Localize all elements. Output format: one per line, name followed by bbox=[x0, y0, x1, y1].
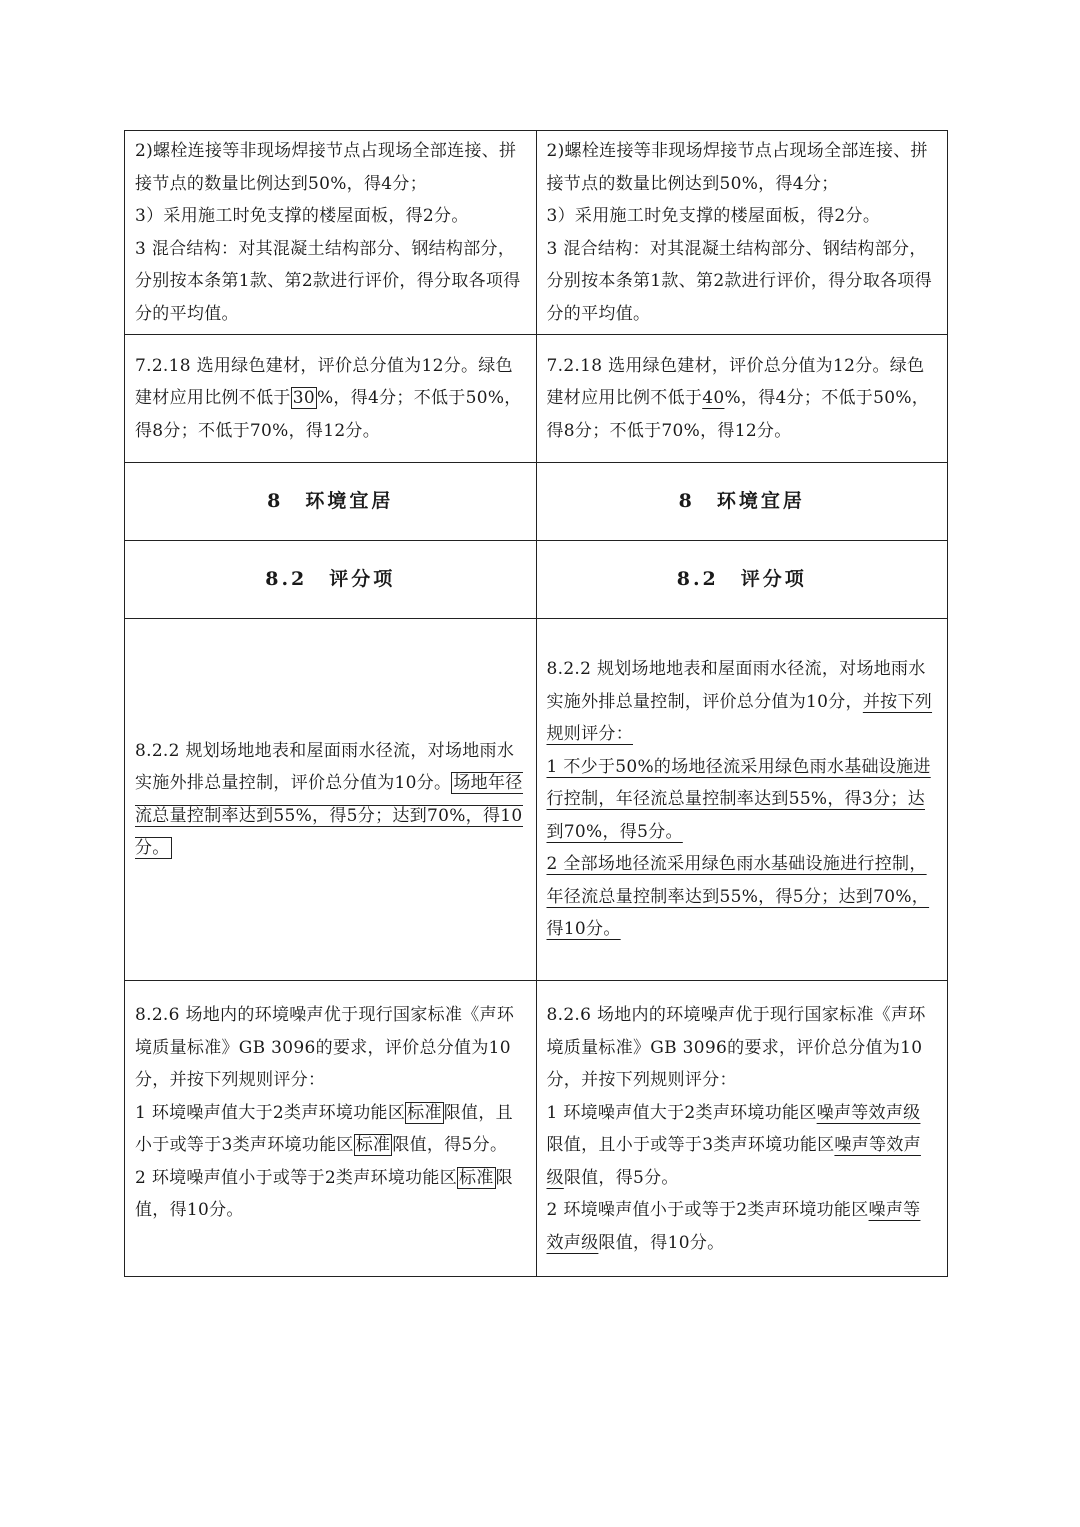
right-cell bbox=[536, 131, 948, 335]
clause-text bbox=[135, 735, 526, 865]
underlined-text: 40 bbox=[702, 388, 725, 409]
text-segment: 限值，得10分。 bbox=[598, 1232, 725, 1253]
underlined-text: 1 不少于50%的场地径流采用绿色雨水基础设施进行控制，年径流总量控制率达到55%，得3分；达到70%，得5分。 bbox=[546, 756, 931, 842]
boxed-text: 标准 bbox=[355, 1135, 391, 1155]
boxed-text: 30 bbox=[292, 388, 315, 409]
text-segment: 2 环境噪声值小于或等于2类声环境功能区 bbox=[135, 1167, 458, 1188]
clause-text bbox=[547, 350, 938, 448]
underlined-text: 并按下列规则评分： bbox=[546, 691, 933, 745]
text-segment: 2 环境噪声值小于或等于2类声环境功能区 bbox=[546, 1200, 869, 1220]
table-row bbox=[125, 463, 948, 541]
clause-text bbox=[547, 1194, 938, 1259]
clause-text: 8.2.6 场地内的环境噪声优于现行国家标准《声环境质量标准》GB 3096的要求，评价总分值为10分，并按下列规则评分： bbox=[546, 1005, 926, 1090]
clause-text: 3 混合结构：对其混凝土结构部分、钢结构部分，分别按本条第1款、第2款进行评价，得分取各项得分的平均值。 bbox=[546, 238, 933, 324]
text-segment: %，得4分；不低于50%，得8分；不低于70%，得12分。 bbox=[546, 388, 930, 441]
text-segment: 限值，得10分。 bbox=[135, 1167, 513, 1220]
table-row bbox=[125, 541, 948, 619]
underlined-text: 2 全部场地径流采用绿色雨水基础设施进行控制，年径流总量控制率达到55%，得5分；达到70%，得10分。 bbox=[546, 854, 930, 940]
boxed-text: 标准 bbox=[407, 1102, 442, 1123]
text-segment: 8.2.2 规划场地地表和屋面雨水径流，对场地雨水实施外排总量控制，评价总分值为10分， bbox=[546, 659, 926, 712]
table-row bbox=[125, 619, 948, 981]
clause-text bbox=[135, 1097, 526, 1162]
right-cell bbox=[536, 619, 948, 981]
clause-text bbox=[547, 653, 938, 751]
underlined-text: 噪声等效声级 bbox=[546, 1200, 921, 1253]
comparison-table bbox=[124, 130, 948, 1277]
clause-text: 2)螺栓连接等非现场焊接节点占现场全部连接、拼接节点的数量比例达到50%，得4分； bbox=[135, 141, 517, 194]
text-segment: 1 环境噪声值大于2类声环境功能区 bbox=[135, 1102, 406, 1123]
text-segment: 8.2.2 规划场地地表和屋面雨水径流，对场地雨水实施外排总量控制，评价总分值为10分。 bbox=[135, 740, 515, 793]
left-cell bbox=[125, 335, 537, 463]
clause-text bbox=[135, 1162, 526, 1227]
text-segment: 限值，且小于或等于3类声环境功能区 bbox=[546, 1135, 835, 1155]
section-heading: 8 环境宜居 bbox=[536, 463, 948, 541]
clause-text: 3 混合结构：对其混凝土结构部分、钢结构部分，分别按本条第1款、第2款进行评价，得分取各项得分的平均值。 bbox=[135, 238, 521, 324]
clause-text: 2)螺栓连接等非现场焊接节点占现场全部连接、拼接节点的数量比例达到50%，得4分； bbox=[546, 141, 928, 194]
table-row bbox=[125, 335, 948, 463]
underlined-text: 噪声等效声级 bbox=[546, 1135, 921, 1188]
left-cell bbox=[125, 981, 537, 1277]
text-segment: 限值，得5分。 bbox=[392, 1135, 508, 1155]
clause-text bbox=[547, 1097, 938, 1195]
text-segment: 1 环境噪声值大于2类声环境功能区 bbox=[546, 1102, 817, 1123]
left-cell bbox=[125, 131, 537, 335]
boxed-text: 场地年径流总量控制率达到55%，得5分；达到70%，得10分。 bbox=[135, 773, 523, 858]
clause-text: 8.2.6 场地内的环境噪声优于现行国家标准《声环境质量标准》GB 3096的要求，评价总分值为10分，并按下列规则评分： bbox=[135, 1005, 515, 1090]
left-cell bbox=[125, 619, 537, 981]
boxed-text: 标准 bbox=[459, 1167, 494, 1188]
text-segment: 7.2.18 选用绿色建材，评价总分值为12分。绿色建材应用比例不低于 bbox=[546, 355, 925, 409]
underlined-text: 噪声等效声级 bbox=[816, 1102, 921, 1123]
subsection-heading: 8.2 评分项 bbox=[536, 541, 948, 619]
clause-text: 3）采用施工时免支撑的楼屋面板，得2分。 bbox=[546, 206, 881, 226]
text-segment: 7.2.18 选用绿色建材，评价总分值为12分。绿色建材应用比例不低于 bbox=[135, 355, 513, 409]
text-segment: 限值，且小于或等于3类声环境功能区 bbox=[135, 1102, 513, 1155]
right-cell bbox=[536, 335, 948, 463]
table-row bbox=[125, 131, 948, 335]
subsection-heading: 8.2 评分项 bbox=[125, 541, 537, 619]
clause-text: 3）采用施工时免支撑的楼屋面板，得2分。 bbox=[135, 206, 469, 226]
clause-text bbox=[135, 350, 526, 448]
table-row bbox=[125, 981, 948, 1277]
text-segment: %，得4分；不低于50%，得8分；不低于70%，得12分。 bbox=[135, 388, 522, 441]
section-heading: 8 环境宜居 bbox=[125, 463, 537, 541]
text-segment: 限值，得5分。 bbox=[563, 1167, 679, 1188]
right-cell bbox=[536, 981, 948, 1277]
